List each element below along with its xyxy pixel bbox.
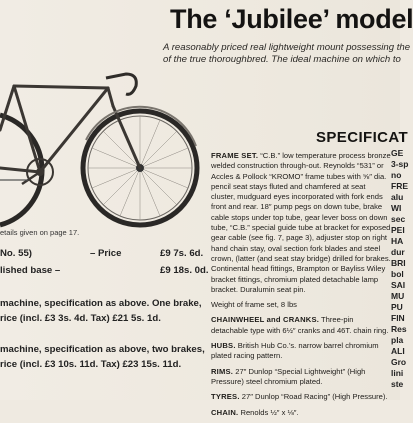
side-fragment: GE: [391, 148, 404, 158]
subtitle-line: A reasonably priced real lightweight mount possessing the: [163, 42, 411, 53]
bicycle-illustration: [0, 60, 205, 230]
price-line-desc: rice (incl. £3 10s. 11d. Tax) £23 15s. 11d.: [0, 359, 182, 370]
side-fragment: PEI: [391, 225, 405, 235]
handlebar: [106, 74, 136, 94]
side-fragment: lini: [391, 368, 404, 378]
spec-section-hubs: HUBS. British Hub Co.’s. narrow barrel chromium plated racing pattern.: [211, 341, 379, 361]
spec-section-frame: FRAME SET. “C.B.” low temperature process bronze welded construction through-out. Reynolds “531” or Accles & Pollock “KROMO” frame tubes with ⅝″ dia. pencil seat stays fluted and chamfered at seat cluster, mudguard eyes incorporated with fork ends front and rear. 18″ pump pegs on down tube, brake cable stops under top tube, gear lever boss on down tube, “C.B.” special guide tube at bracket for exposed gear cable (see fig. 7, page 3), adjuster stop on right hand chain stay, oval section fork blades and steel crown, (latter (and seat stay bridge) drilled for brakes. Continental head fittings, Brampton or Bayliss Wiley bracket fittings, chromium plated detachable lamp bracket. Duralumin seat pin.: [211, 151, 391, 294]
page-title: The ‘Jubilee’ model: [170, 4, 413, 34]
illustration-caption: etails given on page 17.: [0, 228, 80, 237]
price-line-desc: rice (incl. £3 3s. 4d. Tax) £21 5s. 1d.: [0, 313, 161, 324]
price-line-label: – Price: [90, 248, 122, 259]
side-fragment: Res: [391, 324, 407, 334]
side-fragment: SAI: [391, 280, 406, 290]
side-fragment: no: [391, 170, 402, 180]
spec-section-chainwheel: CHAINWHEEL and CRANKS. Three-pin detachable type with 6½″ cranks and 46T. chain ring.: [211, 315, 389, 335]
price-line-desc: machine, specification as above, two brakes,: [0, 344, 205, 355]
side-fragment: sec: [391, 214, 406, 224]
side-fragment: WI: [391, 203, 402, 213]
price-line-desc: lished base –: [0, 265, 61, 276]
side-fragment: ALI: [391, 346, 405, 356]
price-line-desc: No. 55): [0, 248, 32, 259]
side-fragment: BRI: [391, 258, 406, 268]
side-fragment: FIN: [391, 313, 405, 323]
side-fragment: HA: [391, 236, 404, 246]
specification-text: [211, 151, 391, 423]
side-fragment: bol: [391, 269, 404, 279]
side-fragment: alu: [391, 192, 404, 202]
price-line-amount: £9 7s. 6d.: [160, 248, 204, 259]
side-fragment: PU: [391, 302, 403, 312]
spec-section-chain: CHAIN. Renolds ½″ x ⅛″.: [211, 407, 299, 417]
side-fragment: 3-sp: [391, 159, 409, 169]
price-line-amount: £9 18s. 0d.: [160, 265, 209, 276]
spec-section-tyres: TYRES. 27″ Dunlop “Road Racing” (High Pressure).: [211, 392, 388, 402]
subtitle-line: of the true thoroughbred. The ideal machine on which to: [163, 54, 401, 65]
side-fragment: ste: [391, 379, 404, 389]
side-fragment: Gro: [391, 357, 407, 367]
side-fragment: FRE: [391, 181, 408, 191]
price-line-desc: machine, specification as above. One brake,: [0, 298, 202, 309]
chainwheel: [0, 159, 53, 185]
specification-heading: SPECIFICAT: [316, 129, 409, 146]
side-fragment: pla: [391, 335, 404, 345]
side-fragment: dur: [391, 247, 405, 257]
spec-section-weight: Weight of frame set, 8 lbs: [211, 300, 297, 310]
cut-off-column: [391, 148, 408, 390]
spec-section-rims: RIMS. 27″ Dunlop “Special Lightweight” (High Pressure) steel chromium plated.: [211, 366, 366, 386]
side-fragment: MU: [391, 291, 405, 301]
